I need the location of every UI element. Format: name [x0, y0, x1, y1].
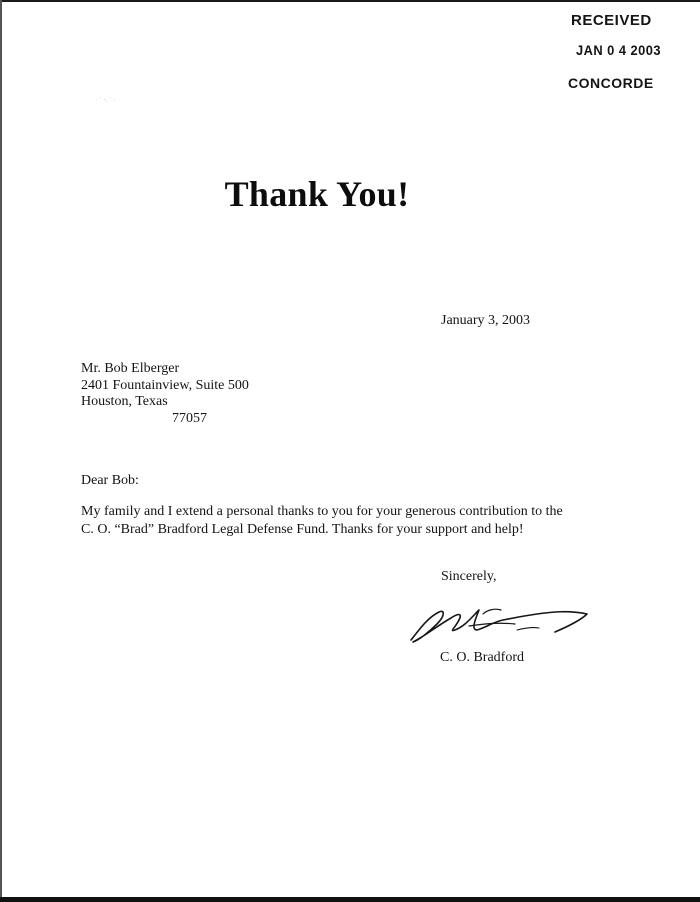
recipient-street: 2401 Fountainview, Suite 500 — [81, 378, 249, 393]
salutation: Dear Bob: — [81, 473, 139, 488]
scan-edge-left — [0, 0, 2, 902]
letter-title: Thank You! — [224, 174, 410, 214]
signer-name: C. O. Bradford — [440, 650, 524, 665]
handwritten-signature — [405, 600, 595, 648]
closing: Sincerely, — [441, 569, 497, 584]
scan-edge-bottom — [0, 897, 700, 902]
recipient-zip: 77057 — [172, 411, 207, 426]
body-line: My family and I extend a personal thanks to you for your generous contribution to the — [81, 504, 563, 519]
recipient-city: Houston, Texas — [81, 394, 168, 409]
body-line: C. O. “Brad” Bradford Legal Defense Fund. Thanks for your support and help! — [81, 522, 524, 537]
received-stamp-date: JAN 0 4 2003 — [576, 42, 662, 58]
scan-edge-top — [0, 0, 700, 2]
scan-noise: · ˙ ·. ˙ · — [95, 96, 116, 104]
recipient-name: Mr. Bob Elberger — [81, 361, 180, 376]
received-stamp-company: CONCORDE — [568, 75, 654, 91]
received-stamp-label: RECEIVED — [571, 12, 652, 29]
letter-date: January 3, 2003 — [441, 313, 531, 328]
